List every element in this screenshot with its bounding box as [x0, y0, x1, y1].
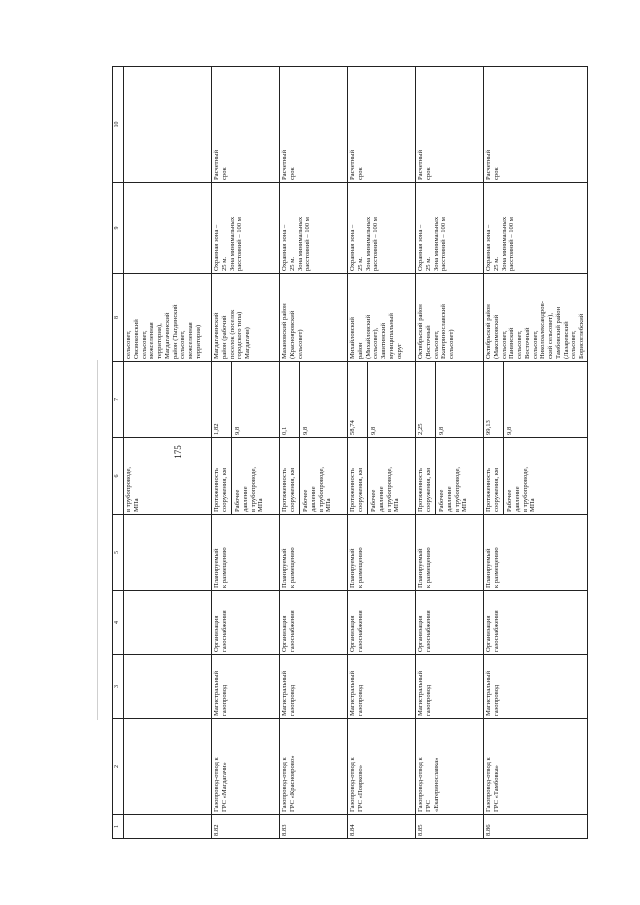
term: Расчетный срок: [348, 67, 416, 183]
location: Михайловский район (Михайловский сельсовет), Завитинский муниципальный округ: [348, 274, 416, 362]
cell-type: [124, 655, 212, 719]
object-status: Планируемый к размещению: [280, 515, 348, 591]
object-type: Магистральный газопровод: [484, 655, 588, 719]
term: Расчетный срок: [280, 67, 348, 183]
length-value: 0,1: [280, 362, 300, 437]
continuation-parameter: в трубопроводе, МПа: [125, 466, 140, 512]
cell-organization: [124, 591, 212, 655]
responsible-organization: Организация газоснабжения: [348, 591, 416, 655]
column-number: 8: [113, 274, 124, 362]
object-status: Планируемый к размещению: [348, 515, 416, 591]
length-value: 2,25: [416, 362, 436, 437]
location: Магдагачинский район (рабочий поселок (поселок городского типа) Магдагачи): [212, 274, 280, 362]
object-status: Планируемый к размещению: [484, 515, 588, 591]
param-pressure-label: Рабочее давление в трубопроводе, МПа: [302, 466, 333, 512]
row-number: 8.85: [416, 815, 484, 839]
term: Расчетный срок: [416, 67, 484, 183]
characteristics-cell: [212, 438, 280, 515]
responsible-organization: Организация газоснабжения: [280, 591, 348, 655]
continuation-location: сельсовет, Овсянковский сельсовет, межселенная территория), Магдагачинский район (Тыгдинский сельсовет, межселенная территория): [125, 304, 202, 359]
table-row: [348, 67, 416, 839]
length-value: 99,13: [484, 362, 504, 437]
column-number: 7: [113, 362, 124, 438]
row-number: 8.83: [280, 815, 348, 839]
term: Расчетный срок: [212, 67, 280, 183]
object-type: Магистральный газопровод: [212, 655, 280, 719]
object-type: Магистральный газопровод: [280, 655, 348, 719]
cell-parameter: [124, 438, 212, 515]
param-length-label: Протяженность сооружения, км: [212, 438, 232, 514]
location: Октябрьский район (Максимовский сельсовет, Панинский сельсовет, Восточный сельсовет, Николоалександров- ский сельсовет), Тамбовский район (Лазаревский сельсовет, Борисоглебский: [484, 274, 588, 362]
location: Мазановский район (Краснояровский сельсовет): [280, 274, 348, 362]
pressure-value: 9,8: [302, 426, 309, 435]
param-pressure-label: Рабочее давление в трубопроводе, МПа: [370, 466, 401, 512]
pressure-value: 9,8: [370, 426, 377, 435]
pressure-value: 9,8: [438, 426, 445, 435]
zones: Охранная зона – 25 м. Зона минимальных расстояний – 100 м: [416, 183, 484, 274]
row-number: 8.84: [348, 815, 416, 839]
characteristics-cell: [484, 438, 588, 515]
param-length-label: Протяженность сооружения, км: [280, 438, 300, 514]
object-type: Магистральный газопровод: [348, 655, 416, 719]
term: Расчетный срок: [484, 67, 588, 183]
table-row: [212, 67, 280, 839]
object-name: Газопровод-отвод к ГРС «Краснояровo»: [280, 719, 348, 815]
param-length-label: Протяженность сооружения, км: [348, 438, 368, 514]
column-number: 2: [113, 719, 124, 815]
object-type: Магистральный газопровод: [416, 655, 484, 719]
object-name: Газопровод-отвод к ГРС «Екатеринославка»: [416, 719, 484, 815]
responsible-organization: Организация газоснабжения: [212, 591, 280, 655]
cell-location: [124, 274, 212, 362]
table-row: [280, 67, 348, 839]
param-pressure-label: Рабочее давление в трубопроводе, МПа: [506, 466, 537, 512]
object-name: Газопровод-отвод к ГРС «Поярково»: [348, 719, 416, 815]
row-number: 8.86: [484, 815, 588, 839]
column-number-row: [113, 67, 124, 839]
object-status: Планируемый к размещению: [416, 515, 484, 591]
responsible-organization: Организация газоснабжения: [416, 591, 484, 655]
column-number: 5: [113, 515, 124, 591]
table-row: [484, 67, 588, 839]
column-number: 9: [113, 183, 124, 274]
length-value: 58,74: [348, 362, 368, 437]
length-value: 1,82: [212, 362, 232, 437]
characteristics-cell: [416, 438, 484, 515]
page-number: 175: [173, 445, 183, 459]
values-cell: [280, 362, 348, 438]
param-length-label: Протяженность сооружения, км: [484, 438, 504, 514]
row-number: 8.82: [212, 815, 280, 839]
values-cell: [484, 362, 588, 438]
column-number: 6: [113, 438, 124, 515]
characteristics-cell: [280, 438, 348, 515]
characteristics-cell: [348, 438, 416, 515]
column-number: 4: [113, 591, 124, 655]
cell-term: [124, 67, 212, 183]
values-cell: [348, 362, 416, 438]
zones: Охранная зона – 25 м. Зона минимальных расстояний – 100 м: [348, 183, 416, 274]
zones: Охранная зона – 25 м. Зона минимальных расстояний – 100 м: [280, 183, 348, 274]
column-number: 1: [113, 815, 124, 839]
values-cell: [416, 362, 484, 438]
object-status: Планируемый к размещению: [212, 515, 280, 591]
object-name: Газопровод-отвод к ГРС «Магдагачи»: [212, 719, 280, 815]
responsible-organization: Организация газоснабжения: [484, 591, 588, 655]
column-number: 10: [113, 67, 124, 183]
param-pressure-label: Рабочее давление в трубопроводе, МПа: [234, 466, 265, 512]
cell-name: [124, 719, 212, 815]
location: Октябрьский район (Восточный сельсовет, Екатеринославский сельсовет): [416, 274, 484, 362]
rotated-table-frame: [112, 67, 586, 839]
zones: Охранная зона – 25 м. Зона минимальных расстояний – 100 м: [212, 183, 280, 274]
pressure-value: 9,8: [234, 426, 241, 435]
values-cell: [212, 362, 280, 438]
param-pressure-label: Рабочее давление в трубопроводе, МПа: [438, 466, 469, 512]
cell-zones: [124, 183, 212, 274]
pressure-value: 9,8: [506, 426, 513, 435]
cell-status: [124, 515, 212, 591]
table-row: [416, 67, 484, 839]
gas-pipeline-table: [112, 66, 588, 839]
cell-value: [124, 362, 212, 438]
column-number: 3: [113, 655, 124, 719]
object-name: Газопровод-отвод к ГРС «Тамбовка»: [484, 719, 588, 815]
scan-artifact-line: [97, 360, 98, 720]
continuation-row: [124, 67, 212, 839]
param-length-label: Протяженность сооружения, км: [416, 438, 436, 514]
cell-num: [124, 815, 212, 839]
zones: Охранная зона – 25 м. Зона минимальных расстояний – 100 м: [484, 183, 588, 274]
